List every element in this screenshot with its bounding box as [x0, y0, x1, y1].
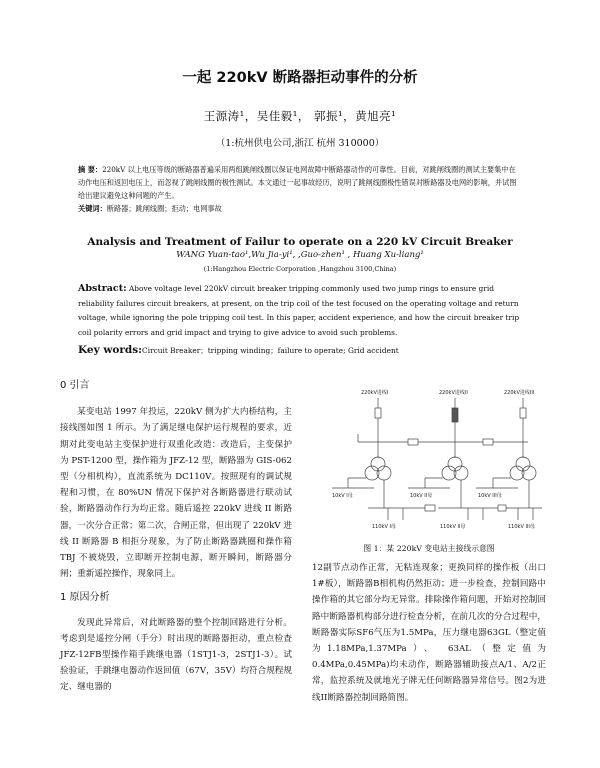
keywords-label: 关键词：	[78, 204, 107, 213]
label-bus10-1: 10kV I母	[332, 493, 353, 499]
line2-breaker	[452, 408, 458, 422]
section-heading-analysis: 1 原因分析	[60, 592, 110, 604]
english-keywords	[78, 344, 522, 356]
affiliation: （1:杭州供电公司,浙江 杭州 310000）	[215, 138, 385, 149]
paper-title: 一起 220kV 断路器拒动事件的分析	[182, 70, 418, 86]
english-abstract	[78, 282, 522, 340]
label-bus110-3: 110kV III母	[508, 524, 535, 530]
english-abstract-text: Above voltage level 220kV circuit breaker tripping commonly used two jump rings to ensure grid reliability failures circuit breakers, at present, on the trip coil of the test focused on the operating voltage and return voltage, while ignoring the pole tripping coil test. In this paper, accident experience, and how the circuit breaker trip coil polarity errors and grid impact and trying to give advice to avoid such problems.	[78, 284, 520, 337]
left-column	[60, 378, 292, 696]
abstract-text: 220kV 以上电压等级的断路器普遍采用两组跳闸线圈以保证电网故障中断路器动作的可靠性。目前，对跳闸线圈的测试主要集中在动作电压和返回电压上，而忽视了跳闸线圈的极性测试。本文通过一起事故经历，说明了跳闸线圈极性错误对断路器及电网的影响，并试图给出建议避免这种问题的产生。	[78, 165, 517, 200]
english-abstract-label: Abstract:	[78, 283, 127, 294]
keywords-text: 断路器；跳闸线圈；拒动；电网事故	[106, 204, 222, 213]
right-paragraph: 12副节点动作正常，无粘连现象；更换同样的操作板（出口1#板），断路器B相机构仍然拒动；进一步检查，控制回路中操作箱的其它部分均无异常。排除操作箱问题，开始对控制回路中断路器机构部分进行检查分析，在前几次的分合过程中，断路器实际SF6气压为1.5MPa，压力继电器63GL（整定值为1.18MPa,1.37MPa）、 63AL（整定值为0.4MPa,0.45MPa)均未动作，断路器辅助接点A/1、A/2正常，监控系统及就地光子牌无任何断路器异常信号。图2为进线II断路器控制回路简图。	[312, 563, 546, 703]
figure-caption: 图 1：某 220kV 变电站主接线示意图	[363, 544, 495, 553]
main-wiring-diagram	[328, 384, 544, 542]
label-line3: 220kV进线III	[504, 390, 535, 396]
section-heading-intro: 0 引言	[60, 380, 90, 391]
label-line1: 220kV进线I	[361, 390, 389, 396]
analysis-paragraph: 发现此异常后，对此断路器的整个控制回路进行分析。考虑到是遥控分闸（手分）时出现的断路器拒动，重点检查JFZ-12FB型操作箱手跳继电器（1STJ1-3，2STJ1-3）。试验验证，手跳继电器动作返回值（67V，35V）均符合规程规定、继电器的	[60, 617, 292, 693]
abstract-label: 摘 要：	[78, 165, 103, 174]
label-bus10-2: 10kV II母	[410, 493, 433, 499]
chinese-abstract	[78, 163, 522, 215]
english-keywords-label: Key words:	[78, 344, 143, 356]
label-bus10-3: 10kV III母	[478, 493, 502, 499]
english-title: Analysis and Treatment of Failur to operate on a 220 kV Circuit Breaker	[87, 236, 513, 248]
label-line2: 220kV进线II	[439, 390, 468, 396]
english-keywords-text: Circuit Breaker；tripping winding；failure to operate; Grid accident	[142, 346, 399, 355]
english-authors: WANG Yuan-tao¹,Wu Jia-yi¹, ,Guo-zhen¹ , Huang Xu-liang¹	[176, 250, 424, 260]
intro-paragraph: 某变电站 1997 年投运，220kV 侧为扩大内桥结构，主接线图如图 1 所示。为了满足继电保护运行规程的要求，近期对此变电站主变保护进行双重化改造：改造后，主变保护为 PST-1200 型，操作箱为 JFZ-12 型，断路器为 GIS-062 型（分相机构），直流系统为 DC110V。按照现有的调试规程和习惯，在 80%UN 情况下保护对各断路器进行联动试验，断路器动作行为均正常。随后遥控 220kV 进线 II 断路器，一次分合正常；第二次，合闸正常，但出现了 220kV 进线 II 断路器 B 相拒分现象，为了防止断路器跳圈和操作箱 TBJ 不被烧毁，立即断开控制电源，断开瞬间，断路器分闸；重新遥控操作，现象同上。	[60, 407, 292, 580]
label-bus110-2: 110kV II母	[440, 524, 466, 530]
english-affiliation: (1:Hangzhou Electric Corporation ,Hangzhou 3100,China)	[203, 265, 397, 273]
author-list: 王源涛¹，吴佳毅¹， 郭振¹，黄旭亮¹	[203, 109, 397, 123]
label-bus110-1: 110kV I母	[372, 524, 396, 530]
right-column	[312, 560, 546, 706]
